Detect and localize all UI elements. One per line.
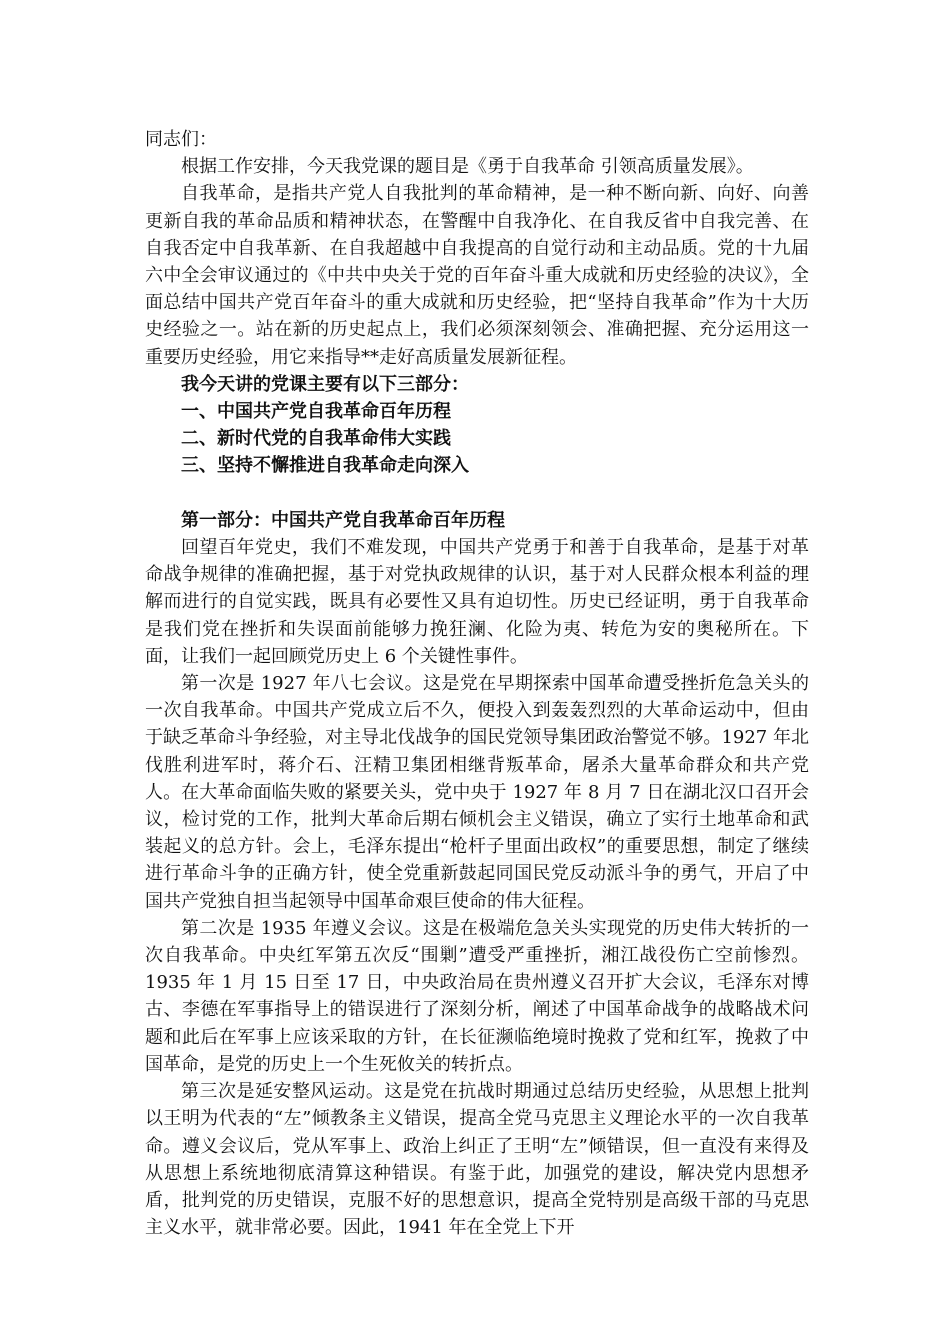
- section-heading-part1: 第一部分：中国共产党自我革命百年历程: [181, 509, 505, 531]
- outline-item-1: 一、中国共产党自我革命百年历程: [181, 401, 451, 423]
- paragraph-event-3: 第三次是延安整风运动。这是党在抗战时期通过总结历史经验，从思想上批判以王明为代表的“左”倾教条主义错误，提高全党马克思主义理论水平的一次自我革命。遵义会议后，党从军事上、政治上纠正了王明“左”倾错误，但一直没有来得及从思想上系统地彻底清算这种错误。有鉴于此，加强党的建设，解决党内思想矛盾，批判党的历史错误，克服不好的思想意识，提高全党特别是高级干部的马克思主义水平，就非常必要。因此，1941 年在全党上下开: [145, 1081, 809, 1239]
- paragraph-event-2: 第二次是 1935 年遵义会议。这是在极端危急关头实现党的历史伟大转折的一次自我革命。中央红军第五次反“围剿”遭受严重挫折，湘江战役伤亡空前惨烈。1935 年 1 月 15 日至 17 日，中央政治局在贵州遵义召开扩大会议，毛泽东对博古、李德在军事指导上的错误进行了深刻分析，阐述了中国革命战争的战略战术问题和此后在军事上应该采取的方针，在长征濒临绝境时挽救了党和红军，挽救了中国革命，是党的历史上一个生死攸关的转折点。: [145, 917, 809, 1075]
- document-body: [145, 126, 809, 1241]
- paragraph-review: 回望百年党史，我们不难发现，中国共产党勇于和善于自我革命，是基于对革命战争规律的准确把握，基于对党执政规律的认识，基于对人民群众根本利益的理解而进行的自觉实践，既具有必要性又具有迫切性。历史已经证明，勇于自我革命是我们党在挫折和失误面前能够力挽狂澜、化险为夷、转危为安的奥秘所在。下面，让我们一起回顾党历史上 6 个关键性事件。: [145, 537, 809, 667]
- paragraph-topic: 根据工作安排，今天我党课的题目是《勇于自我革命 引领高质量发展》。: [181, 156, 754, 178]
- paragraph-definition: 自我革命，是指共产党人自我批判的革命精神，是一种不断向新、向好、向善更新自我的革命品质和精神状态，在警醒中自我净化、在自我反省中自我完善、在自我否定中自我革新、在自我超越中自我提高的自觉行动和主动品质。党的十九届六中全会审议通过的《中共中央关于党的百年奋斗重大成就和历史经验的决议》，全面总结中国共产党百年奋斗的重大成就和历史经验，把“坚持自我革命”作为十大历史经验之一。站在新的历史起点上，我们必须深刻领会、准确把握、充分运用这一重要历史经验，用它来指导**走好高质量发展新征程。: [145, 183, 809, 368]
- greeting: 同志们：: [145, 129, 217, 150]
- outline-item-2: 二、新时代党的自我革命伟大实践: [181, 428, 451, 450]
- outline-item-3: 三、坚持不懈推进自我革命走向深入: [181, 455, 469, 477]
- outline-heading: 我今天讲的党课主要有以下三部分：: [181, 373, 469, 395]
- section-spacer: [145, 480, 809, 507]
- paragraph-event-1: 第一次是 1927 年八七会议。这是党在早期探索中国革命遭受挫折危急关头的一次自我革命。中国共产党成立后不久，便投入到轰轰烈烈的大革命运动中，但由于缺乏革命斗争经验，对主导北伐战争的国民党领导集团政治警觉不够。1927 年北伐胜利进军时，蒋介石、汪精卫集团相继背叛革命，屠杀大量革命群众和共产党人。在大革命面临失败的紧要关头，党中央于 1927 年 8 月 7 日在湖北汉口召开会议，检讨党的工作，批判大革命后期右倾机会主义错误，确立了实行土地革命和武装起义的总方针。会上，毛泽东提出“枪杆子里面出政权”的重要思想，制定了继续进行革命斗争的正确方针，使全党重新鼓起同国民党反动派斗争的勇气，开启了中国共产党独自担当起领导中国革命艰巨使命的伟大征程。: [145, 673, 809, 912]
